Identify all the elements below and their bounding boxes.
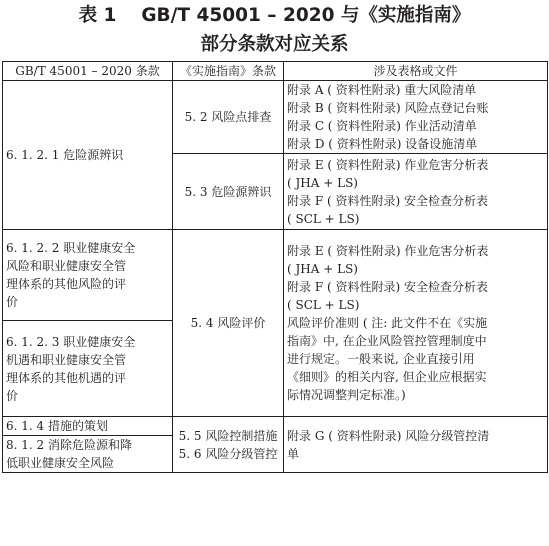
- gb-clause-text: 价: [6, 388, 19, 403]
- document-line: ( SCL + LS): [287, 298, 360, 312]
- document-line: 附录 G ( 资料性附录) 风险分级管控清: [287, 428, 490, 443]
- document-line: 附录 E ( 资料性附录) 作业危害分析表: [287, 244, 489, 258]
- gb-clause-cell: [3, 230, 173, 321]
- gb-clause-text: 6. 1. 4 措施的策划: [6, 419, 108, 433]
- document-line: 附录 E ( 资料性附录) 作业危害分析表: [287, 157, 489, 172]
- header-gb-clause: GB/T 45001 – 2020 条款: [3, 62, 173, 81]
- gb-clause-text: 6. 1. 2. 1 危险源辨识: [6, 148, 124, 162]
- document-line: 《细则》的相关内容, 但企业应根据实: [287, 370, 487, 384]
- guide-clause-text: 5. 4 风险评价: [190, 316, 266, 330]
- gb-clause-text: 机遇和职业健康安全管: [6, 352, 127, 367]
- document-line: 附录 F ( 资料性附录) 安全检查分析表: [287, 193, 488, 208]
- guide-clause-cell: [173, 154, 284, 230]
- gb-clause-text: 低职业健康安全风险: [6, 456, 115, 470]
- document-line: 附录 B ( 资料性附录) 风险点登记台账: [287, 101, 489, 115]
- documents-cell: [284, 154, 548, 230]
- gb-clause-text: 风险和职业健康安全管: [6, 259, 127, 273]
- gb-clause-cell: [3, 436, 173, 473]
- table-row: [3, 230, 548, 321]
- documents-cell: [284, 417, 548, 473]
- gb-clause-text: 8. 1. 2 消除危险源和降: [6, 438, 132, 452]
- clause-mapping-table: [2, 61, 548, 473]
- document-line: 附录 C ( 资料性附录) 作业活动清单: [287, 119, 477, 133]
- guide-clause-cell: [173, 230, 284, 417]
- guide-clause-text: 5. 6 风险分级管控: [178, 446, 278, 461]
- document-line: 进行规定。一般来说, 企业直接引用: [287, 352, 475, 366]
- document-line: 指南》中, 在企业风险管控管理制度中: [287, 334, 487, 348]
- gb-clause-cell: [3, 81, 173, 230]
- document-line: ( JHA + LS): [287, 175, 358, 190]
- table-row: [3, 417, 548, 436]
- documents-cell: [284, 230, 548, 417]
- header-guide-clause: 《实施指南》条款: [173, 62, 284, 81]
- document-line: 附录 F ( 资料性附录) 安全检查分析表: [287, 280, 488, 294]
- document-line: 际情况调整判定标准。): [287, 388, 406, 402]
- gb-clause-text: 理体系的其他机遇的评: [6, 370, 127, 385]
- table-title: 表 1 GB/T 45001 – 2020 与《实施指南》: [78, 5, 471, 26]
- gb-clause-text: 价: [6, 295, 19, 309]
- header-documents: 涉及表格或文件: [284, 62, 548, 81]
- guide-clause-text: 5. 5 风险控制措施: [178, 428, 278, 443]
- document-line: ( SCL + LS): [287, 211, 360, 226]
- document-line: ( JHA + LS): [287, 262, 358, 276]
- gb-clause-text: 理体系的其他风险的评: [6, 277, 127, 291]
- document-line: 风险评价准则 ( 注: 此文件不在《实施: [287, 316, 488, 330]
- gb-clause-cell: [3, 417, 173, 436]
- guide-clause-cell: [173, 417, 284, 473]
- gb-clause-text: 6. 1. 2. 2 职业健康安全: [6, 241, 136, 255]
- guide-clause-text: 5. 2 风险点排查: [184, 110, 272, 124]
- gb-clause-text: 6. 1. 2. 3 职业健康安全: [6, 334, 136, 349]
- table-row: [3, 81, 548, 154]
- guide-clause-cell: [173, 81, 284, 154]
- document-line: 附录 A ( 资料性附录) 重大风险清单: [287, 83, 477, 97]
- document-line: 单: [287, 446, 300, 461]
- document-line: 附录 D ( 资料性附录) 设备设施清单: [287, 137, 478, 151]
- table-subtitle: 部分条款对应关系: [200, 34, 349, 55]
- guide-clause-text: 5. 3 危险源辨识: [184, 184, 272, 199]
- table-header-row: [3, 62, 548, 81]
- gb-clause-cell: [3, 321, 173, 417]
- documents-cell: [284, 81, 548, 154]
